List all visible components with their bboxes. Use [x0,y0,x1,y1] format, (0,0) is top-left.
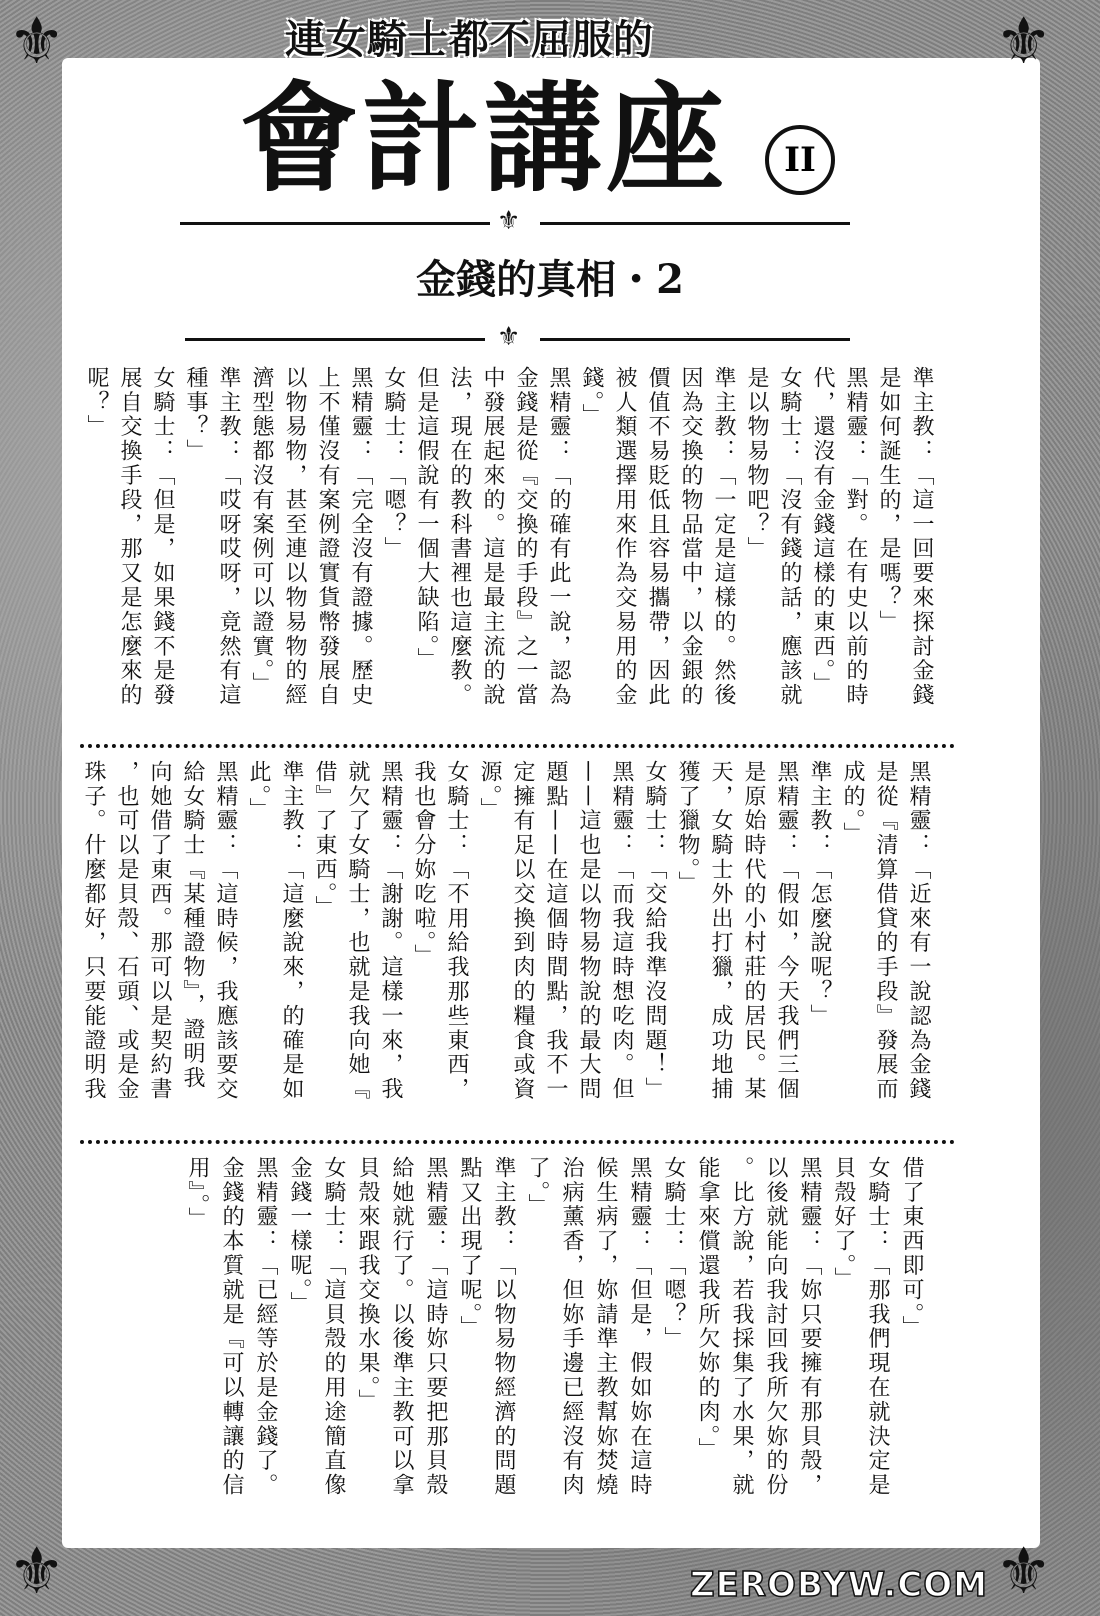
text-column: 準主教：「這麼說來，的確是如 [279,760,304,1102]
text-column: ——這也是以物易物說的最大問 [576,760,601,1102]
text-column: 準主教：「怎麼說呢？」 [807,760,832,1029]
fleur-de-lis-icon: ⚜ [8,1535,66,1609]
text-column: 種事？」 [183,366,208,464]
text-column: 獲了獵物。」 [675,760,700,896]
fleur-de-lis-icon: ⚜ [995,5,1053,79]
text-column: 能拿來償還我所欠妳的肉。」 [695,1156,720,1463]
chapter-subtitle: 金錢的真相・2 [416,256,684,303]
text-column: 就欠了女騎士，也就是我向她『 [345,760,370,1102]
text-column: 是從『清算借貸的手段』發展而 [873,760,898,1102]
text-column: 代，還沒有金錢這樣的東西。」 [810,366,835,697]
text-column: 以物易物，甚至連以物易物的經 [282,366,307,708]
text-column: 女騎士：「嗯？」 [381,366,406,562]
text-column: 女騎士：「那我們現在就決定是 [865,1156,890,1498]
ornament-icon: ⚜ [497,206,521,236]
fleur-de-lis-icon: ⚜ [8,5,66,79]
text-column: 因為交換的物品當中，以金銀的 [678,366,703,708]
text-column: 點又出現了呢。」 [457,1156,482,1341]
text-column: 借了東西即可。」 [899,1156,924,1341]
text-column: 貝殼好了。」 [831,1156,856,1292]
text-column: 黑精靈：「這時妳只要把那貝殼 [423,1156,448,1498]
text-column: 成的。」 [840,760,865,847]
text-column: 貝殼來跟我交換水果。」 [355,1156,380,1414]
subtitle-rule-left [185,338,485,341]
text-column: 價值不易貶低且容易攜帶，因此 [645,366,670,708]
text-column: 被人類選擇用來作為交易用的金 [612,366,637,708]
text-column: 天，女騎士外出打獵，成功地捕 [708,760,733,1102]
text-column: 黑精靈：「的確有此一說，認為 [546,366,571,708]
text-column: 給女騎士『某種證物』，證明我 [180,760,205,1091]
title-rule-left [180,222,490,225]
text-column: 黑精靈：「這時候，我應該要交 [213,760,238,1102]
text-column: 向她借了東西。那可以是契約書 [147,760,172,1102]
text-column: 是以物易物吧？」 [744,366,769,562]
text-column: 黑精靈：「謝謝。這樣一來，我 [378,760,403,1102]
text-column: 準主教：「這一回要來探討金錢 [909,366,934,708]
text-column: 黑精靈：「但是，假如妳在這時 [627,1156,652,1498]
text-column: 源。」 [477,760,502,823]
text-column: 以後就能向我討回我所欠妳的份 [763,1156,788,1498]
text-column: 濟型態都沒有案例可以證實。」 [249,366,274,697]
text-column: 此。」 [246,760,271,823]
text-column: 我也會分妳吃啦。」 [411,760,436,969]
main-title: 會計講座 [240,70,729,208]
text-column: 中發展起來的。這是最主流的說 [480,366,505,708]
text-column: 候生病了，妳請準主教幫妳焚燒 [593,1156,618,1498]
text-section-2 [77,760,935,1130]
text-column: 女騎士：「嗯？」 [661,1156,686,1352]
text-column: 金錢是從『交換的手段』之一當 [513,366,538,708]
text-column: 黑精靈：「完全沒有證據。歷史 [348,366,373,708]
series-title: 連女騎士都不屈服的 [285,17,654,63]
text-column: 但是這假說有一個大缺陷。」 [414,366,439,673]
dotted-divider [80,744,955,748]
text-column: 珠子。什麼都好，只要能證明我 [81,760,106,1102]
text-column: 金錢的本質就是『可以轉讓的信 [219,1156,244,1498]
text-column: 題點——在這個時間點，我不一 [543,760,568,1102]
dotted-divider [80,1140,955,1144]
text-column: 準主教：「哎呀哎呀，竟然有這 [216,366,241,708]
text-column: 黑精靈：「妳只要擁有那貝殼， [797,1156,822,1498]
text-column: 呢？」 [84,366,109,440]
watermark: ZEROBYW.COM [690,1565,988,1605]
text-column: 女騎士：「但是，如果錢不是發 [150,366,175,708]
text-column: 上不僅沒有案例證實貨幣發展自 [315,366,340,708]
text-column: 是如何誕生的，是嗎？」 [876,366,901,635]
text-column: 錢。」 [579,366,604,429]
ornament-icon: ⚜ [497,322,521,352]
title-rule-right [540,222,850,225]
text-column: 。比方說，若我採集了水果，就 [729,1156,754,1498]
text-column: 治病薰香，但妳手邊已經沒有肉 [559,1156,584,1498]
text-column: 黑精靈：「假如，今天我們三個 [774,760,799,1102]
text-column: 黑精靈：「而我這時想吃肉。但 [609,760,634,1102]
text-column: 女騎士：「交給我準沒問題！」 [642,760,667,1102]
text-column: 女騎士：「這貝殼的用途簡直像 [321,1156,346,1498]
text-column: 了。」 [525,1156,550,1219]
text-column: 黑精靈：「近來有一說認為金錢 [906,760,931,1102]
text-column: 黑精靈：「已經等於是金錢了。 [253,1156,278,1498]
text-column: 展自交換手段，那又是怎麼來的 [117,366,142,708]
text-column: 女騎士：「沒有錢的話，應該就 [777,366,802,708]
text-section-3 [180,1156,928,1526]
volume-badge: II [765,125,835,195]
text-column: 準主教：「以物易物經濟的問題 [491,1156,516,1498]
text-column: 用』。」 [185,1156,210,1232]
text-column: 借』了東西。」 [312,760,337,920]
text-column: 法，現在的教科書裡也這麼教。 [447,366,472,708]
text-column: 女騎士：「不用給我那些東西， [444,760,469,1102]
fleur-de-lis-icon: ⚜ [995,1535,1053,1609]
text-column: 準主教：「一定是這樣的。然後 [711,366,736,708]
subtitle-rule-right [540,338,850,341]
text-column: 定擁有足以交換到肉的糧食或資 [510,760,535,1102]
text-section-1 [80,366,938,736]
text-column: 黑精靈：「對。在有史以前的時 [843,366,868,708]
text-column: 給她就行了。以後準主教可以拿 [389,1156,414,1498]
text-column: 是原始時代的小村莊的居民。某 [741,760,766,1102]
text-column: 金錢一樣呢。」 [287,1156,312,1316]
text-column: ，也可以是貝殼、石頭、或是金 [114,760,139,1102]
